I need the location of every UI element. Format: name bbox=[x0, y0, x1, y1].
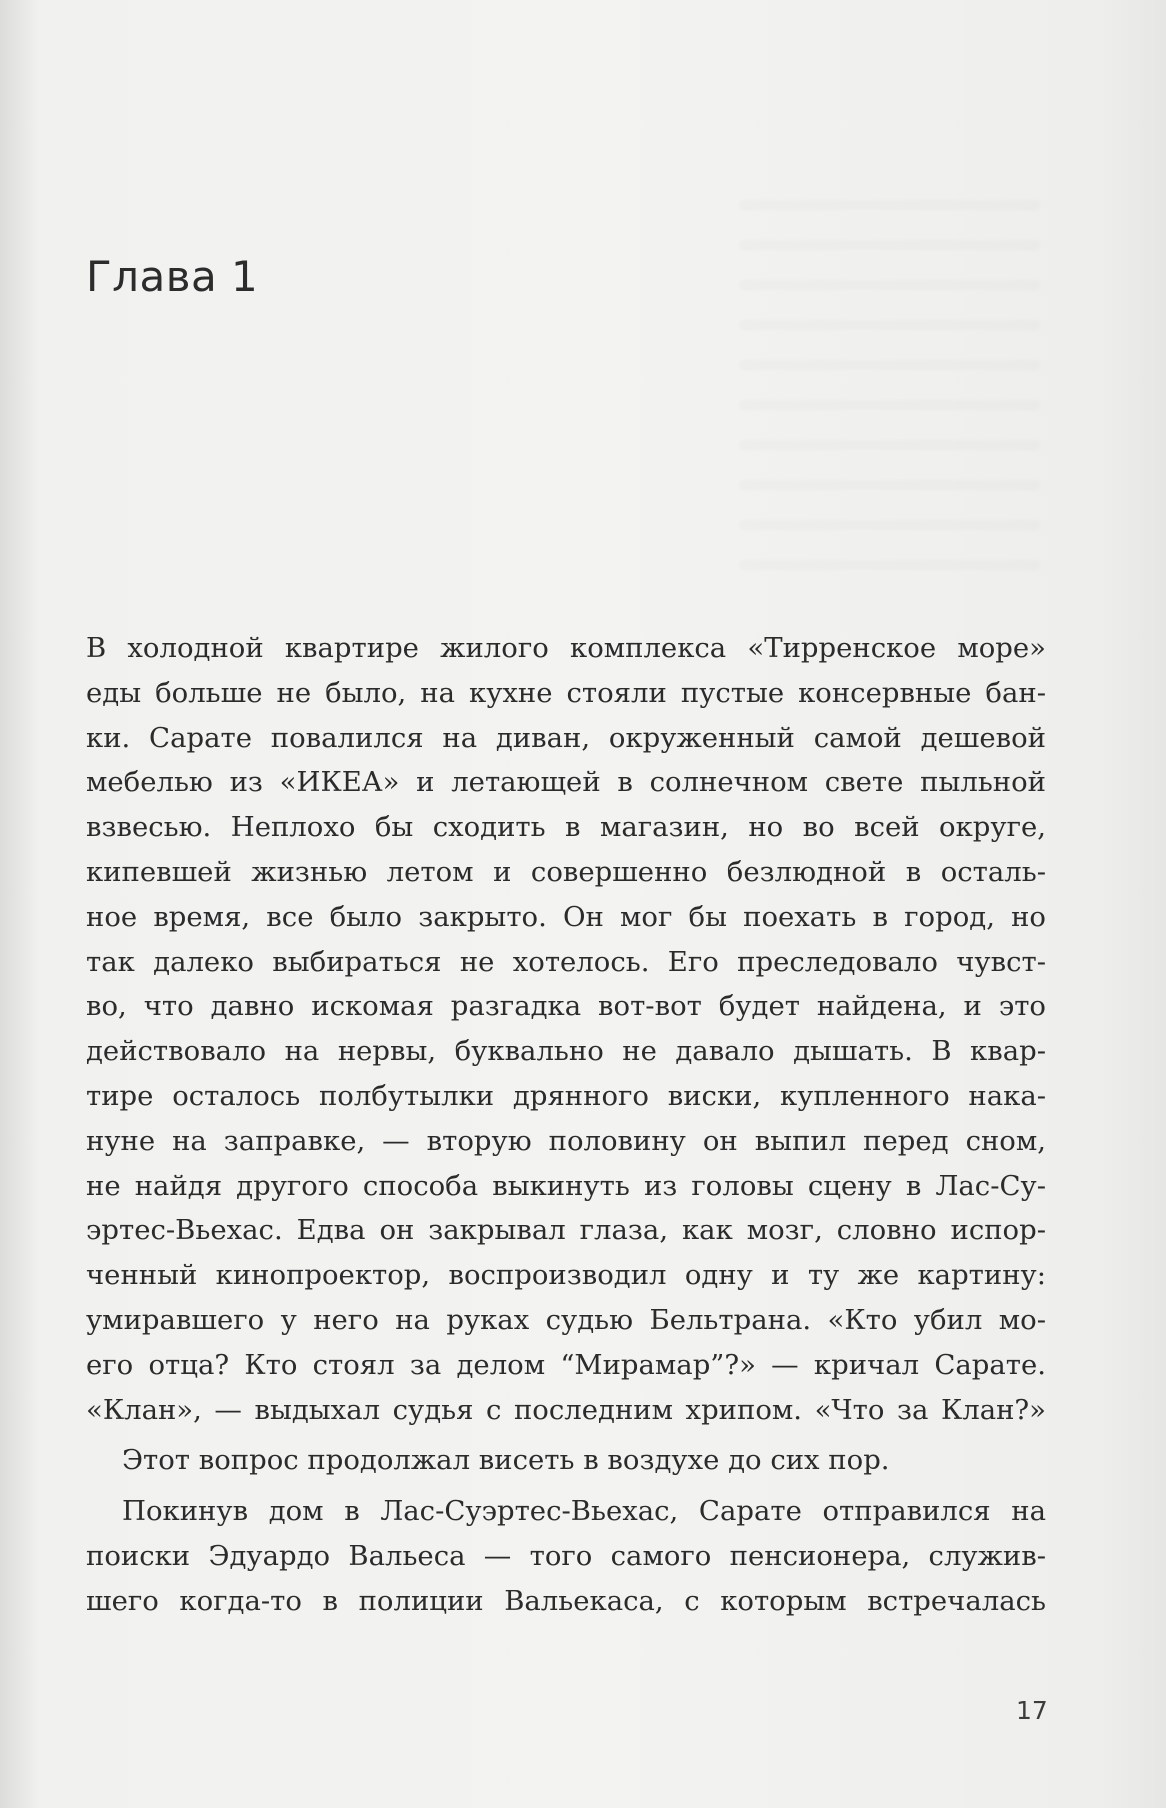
page-number: 17 bbox=[1016, 1696, 1048, 1725]
text-line: Покинув дом в Лас-Суэртес-Вьехас, Сарате отправился на bbox=[122, 1495, 1046, 1528]
text-line: поиски Эдуардо Вальеса — того самого пенсионера, служив- bbox=[86, 1539, 1046, 1572]
text-line: шего когда-то в полиции Вальекаса, с которым встречалась bbox=[86, 1584, 1046, 1617]
text-line: умиравшего у него на руках судью Бельтрана. «Кто убил мо- bbox=[86, 1303, 1046, 1336]
text-line: во, что давно искомая разгадка вот-вот будет найдена, и это bbox=[86, 990, 1046, 1023]
text-line: ченный кинопроектор, воспроизводил одну и ту же картину: bbox=[86, 1259, 1046, 1292]
chapter-title: Глава 1 bbox=[86, 252, 259, 301]
text-line: ки. Сарате повалился на диван, окруженный самой дешевой bbox=[86, 721, 1046, 754]
text-line: не найдя другого способа выкинуть из головы сцену в Лас-Су- bbox=[86, 1169, 1046, 1202]
text-line: его отца? Кто стоял за делом “Мирамар”?» — кричал Сарате. bbox=[86, 1348, 1046, 1381]
text-line: эртес-Вьехас. Едва он закрывал глаза, как мозг, словно испор- bbox=[86, 1214, 1046, 1247]
text-line: кипевшей жизнью летом и совершенно безлюдной в осталь- bbox=[86, 855, 1046, 888]
text-line: так далеко выбираться не хотелось. Его преследовало чувст- bbox=[86, 945, 1046, 978]
text-line: действовало на нервы, буквально не давало дышать. В квар- bbox=[86, 1035, 1046, 1068]
text-line: В холодной квартире жилого комплекса «Тирренское море» bbox=[86, 632, 1046, 664]
text-line: мебелью из «ИКЕА» и летающей в солнечном свете пыльной bbox=[86, 766, 1046, 799]
text-line: ное время, все было закрыто. Он мог бы поехать в город, но bbox=[86, 900, 1046, 933]
text-line: тире осталось полбутылки дрянного виски, купленного нака- bbox=[86, 1079, 1046, 1112]
show-through-text bbox=[740, 170, 1040, 590]
text-line: нуне на заправке, — вторую половину он выпил перед сном, bbox=[86, 1124, 1046, 1157]
text-line: «Клан», — выдыхал судья с последним хрипом. «Что за Клан?» bbox=[86, 1393, 1046, 1426]
text-line: взвесью. Неплохо бы сходить в магазин, но во всей округе, bbox=[86, 811, 1046, 844]
text-line: еды больше не было, на кухне стояли пустые консервные бан- bbox=[86, 676, 1046, 709]
body-text bbox=[86, 626, 1046, 1624]
text-line: Этот вопрос продолжал висеть в воздухе до сих пор. bbox=[122, 1444, 890, 1477]
